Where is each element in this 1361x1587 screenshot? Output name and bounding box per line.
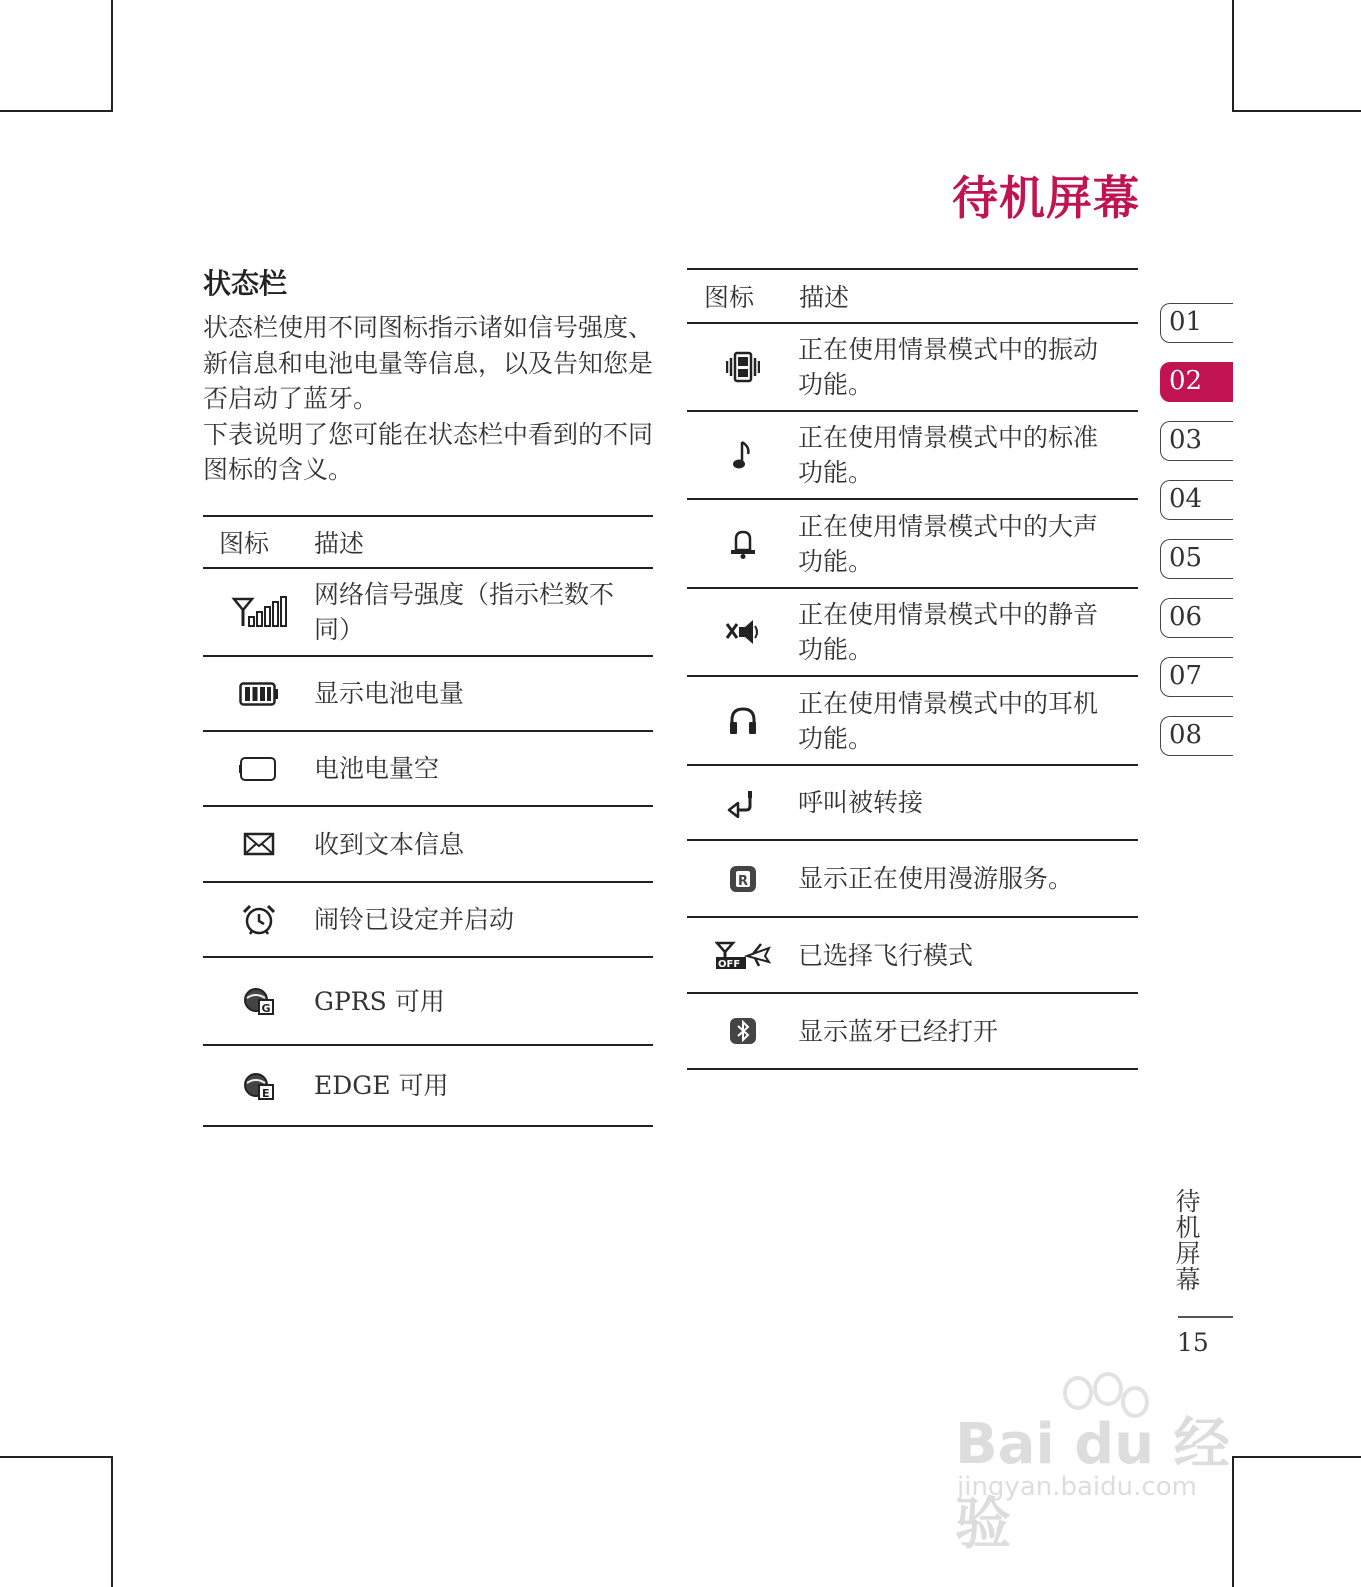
- chapter-tab-03[interactable]: 03: [1160, 421, 1233, 461]
- row-description: 显示电池电量: [314, 679, 465, 708]
- svg-text:R: R: [737, 873, 748, 889]
- page-number: 15: [1177, 1328, 1209, 1357]
- row-description: 收到文本信息: [314, 829, 465, 859]
- row-description: 呼叫被转接: [798, 788, 924, 817]
- chapter-tab-04[interactable]: 04: [1160, 480, 1233, 520]
- header-description-label: 描述: [799, 283, 850, 312]
- watermark-url: jingyan.baidu.com: [957, 1472, 1197, 1502]
- crop-mark: [0, 110, 113, 112]
- page-title: 待机屏幕: [952, 171, 1140, 225]
- mute-speaker-icon: [687, 616, 798, 648]
- table-row: [203, 883, 653, 958]
- crop-mark: [1232, 0, 1234, 112]
- svg-text:G: G: [261, 1002, 271, 1015]
- chapter-tab-01[interactable]: 01: [1160, 303, 1233, 343]
- table-row: [687, 841, 1138, 918]
- envelope-icon: [203, 832, 314, 856]
- row-description: EDGE 可用: [314, 1071, 449, 1100]
- flight-mode-icon: [687, 940, 798, 970]
- table-row: [203, 958, 653, 1046]
- intro-paragraph: 状态栏使用不同图标指示诸如信号强度、新信息和电池电量等信息，以及告知您是否启动了蓝牙。: [203, 313, 654, 413]
- row-description: 正在使用情景模式中的耳机功能。: [798, 688, 1099, 753]
- row-description: 闹铃已设定并启动: [314, 905, 515, 934]
- table-row: [687, 766, 1138, 841]
- table-row: [203, 807, 653, 883]
- row-description: 正在使用情景模式中的标准功能。: [798, 423, 1099, 487]
- table-row: [687, 994, 1138, 1070]
- row-description: 正在使用情景模式中的静音功能。: [798, 600, 1099, 664]
- row-description: 电池电量空: [314, 754, 440, 783]
- status-icon-table-left: [203, 515, 653, 1127]
- crop-mark: [111, 1456, 113, 1587]
- row-description: 网络信号强度（指示栏数不同）: [314, 580, 615, 644]
- alarm-clock-icon: [203, 904, 314, 936]
- chapter-tab-02[interactable]: 02: [1160, 362, 1233, 402]
- row-description: 已选择飞行模式: [798, 940, 974, 970]
- header-description-label: 描述: [314, 529, 365, 558]
- table-row: [687, 412, 1138, 500]
- battery-empty-icon: [203, 756, 314, 782]
- chapter-tab-07[interactable]: 07: [1160, 657, 1233, 697]
- table-row: [203, 569, 653, 657]
- row-description: 正在使用情景模式中的大声功能。: [798, 511, 1099, 576]
- table-header: [203, 517, 653, 569]
- intro-text: [203, 310, 658, 488]
- chapter-tab-06[interactable]: 06: [1160, 598, 1233, 638]
- table-row: [687, 324, 1138, 412]
- header-icon-label: 图标: [704, 283, 755, 312]
- table-row: [203, 1046, 653, 1127]
- table-row: [687, 500, 1138, 589]
- header-icon-label: 图标: [219, 529, 270, 558]
- svg-text:OFF: OFF: [717, 959, 740, 970]
- chapter-tab-05[interactable]: 05: [1160, 539, 1233, 579]
- watermark-logo-text: Bai du 经验: [955, 1412, 1230, 1557]
- table-row: [203, 657, 653, 732]
- divider: [1178, 1316, 1233, 1318]
- crop-mark: [1232, 110, 1361, 112]
- watermark: [955, 1372, 1275, 1557]
- row-description: GPRS 可用: [314, 986, 445, 1016]
- battery-full-icon: [203, 681, 314, 707]
- table-row: [687, 677, 1138, 766]
- table-row: [203, 732, 653, 807]
- bell-icon: [687, 528, 798, 560]
- roaming-icon: [687, 864, 798, 894]
- chapter-tab-08[interactable]: 08: [1160, 716, 1233, 756]
- call-forward-icon: [687, 788, 798, 818]
- row-description: 显示蓝牙已经打开: [798, 1016, 999, 1046]
- crop-mark: [0, 1456, 113, 1458]
- bluetooth-icon: [687, 1016, 798, 1046]
- table-row: [687, 918, 1138, 994]
- row-description: 显示正在使用漫游服务。: [798, 864, 1074, 893]
- headphones-icon: [687, 706, 798, 736]
- row-description: 正在使用情景模式中的振动功能。: [798, 335, 1099, 399]
- section-heading: 状态栏: [203, 267, 288, 300]
- signal-strength-icon: [203, 595, 314, 629]
- side-chapter-title: 待机屏幕: [1172, 1188, 1201, 1292]
- crop-mark: [111, 0, 113, 112]
- table-header: [687, 270, 1138, 324]
- vibrate-icon: [687, 350, 798, 384]
- status-icon-table-right: [687, 268, 1138, 1070]
- table-row: [687, 589, 1138, 677]
- edge-icon: [203, 1071, 314, 1101]
- intro-paragraph: 下表说明了您可能在状态栏中看到的不同图标的含义。: [203, 419, 654, 484]
- gprs-icon: [203, 986, 314, 1016]
- svg-text:E: E: [261, 1086, 270, 1100]
- music-note-icon: [687, 439, 798, 471]
